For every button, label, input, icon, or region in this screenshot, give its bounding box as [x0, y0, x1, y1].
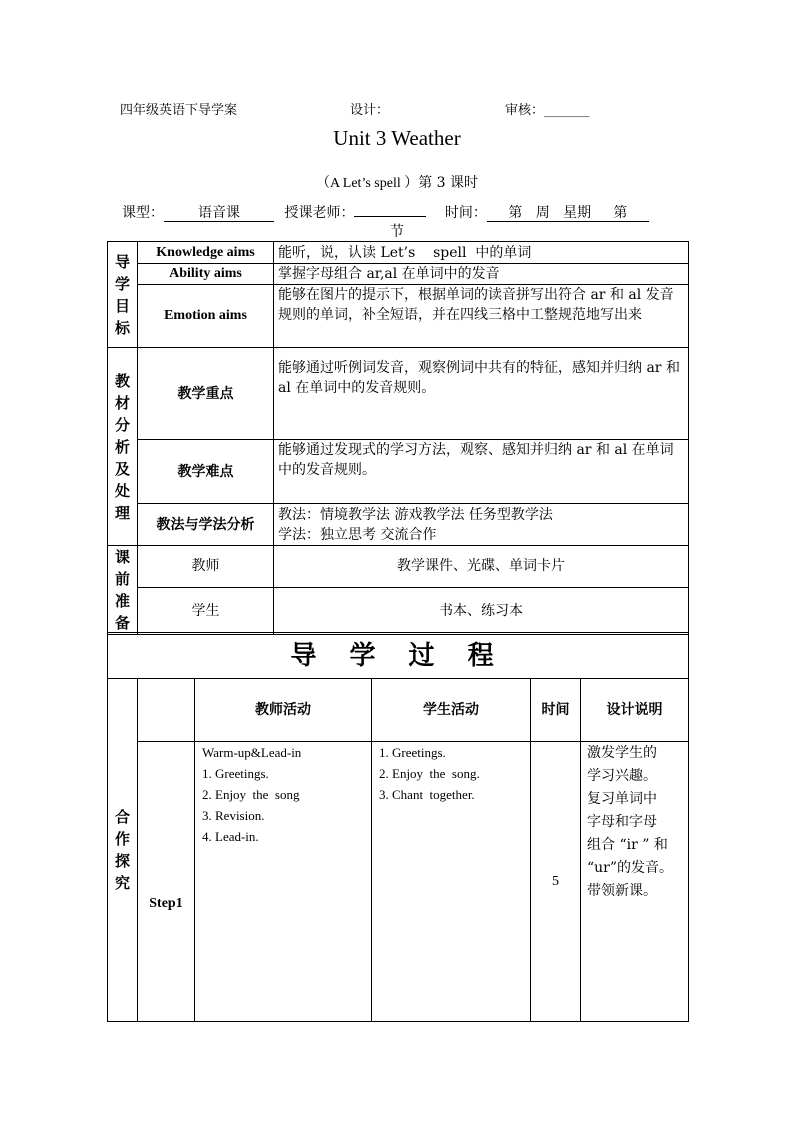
teaching-method: 教法：情境教学法 游戏教学法 任务型教学法	[278, 506, 553, 523]
step-label: Step1	[138, 742, 195, 1022]
type-label: 课型：	[122, 205, 164, 221]
design-line: “ur”的发音。	[587, 860, 674, 876]
prep-section: 课 前 准 备	[108, 546, 138, 635]
list-item: 3. Chant together.	[379, 787, 475, 802]
analysis-section: 教 材 分 析 及 处 理	[108, 348, 138, 546]
lesson-number: 第 3 课时	[418, 175, 479, 191]
ability-aims-label: Ability aims	[138, 264, 274, 285]
key-points-label: 教学重点	[138, 348, 274, 440]
knowledge-aims-label: Knowledge aims	[138, 242, 274, 264]
col-student-activity: 学生活动	[372, 679, 531, 742]
list-item: 2. Enjoy the song.	[379, 766, 480, 781]
method-text	[274, 504, 689, 546]
key-points-text: 能够通过听例词发音，观察例词中共有的特征，感知并归纳 ar 和 al 在单词中的发音规则。	[274, 348, 689, 440]
time-label: 时间：	[444, 205, 487, 221]
meta-line	[122, 202, 649, 222]
design-notes	[581, 742, 689, 1022]
col-time: 时间	[531, 679, 581, 742]
doc-type: 四年级英语下导学案	[120, 103, 238, 118]
teacher-blank	[354, 216, 426, 217]
step-header-blank	[138, 679, 195, 742]
reviewer-blank: _______	[544, 103, 590, 118]
design-line: 激发学生的	[587, 745, 657, 761]
cooperate-section: 合 作 探 究	[108, 679, 138, 1022]
time-value-cont: 节	[390, 224, 404, 240]
plan-table	[107, 241, 689, 635]
list-item: 1. Greetings.	[202, 766, 269, 781]
lesson-subtitle	[0, 172, 794, 192]
time-value: 第 周 星期 第	[487, 206, 649, 222]
difficulty-label: 教学难点	[138, 440, 274, 504]
emotion-aims-text: 能够在图片的提示下，根据单词的读音拼写出符合 ar 和 al 发音规则的单词，补全短语，并在四线三格中工整规范地写出来	[274, 285, 689, 348]
reviewer-label	[505, 99, 590, 118]
prep-teacher-label: 教师	[138, 546, 274, 588]
col-teacher-activity: 教师活动	[195, 679, 372, 742]
col-design: 设计说明	[581, 679, 689, 742]
prep-student-text: 书本、练习本	[274, 587, 689, 634]
process-table	[107, 632, 689, 1022]
list-item: 4. Lead-in.	[202, 829, 259, 844]
design-line: 带领新课。	[587, 883, 657, 899]
lesson-part: （A Let’s spell ）	[315, 176, 419, 191]
teacher-label: 授课老师：	[284, 205, 355, 221]
design-line: 学习兴趣。	[587, 768, 657, 784]
page-title: Unit 3 Weather	[333, 126, 461, 150]
list-item: Warm-up&Lead-in	[202, 745, 302, 760]
type-value: 语音课	[164, 206, 274, 222]
process-heading: 导 学 过 程	[108, 633, 689, 679]
list-item: 2. Enjoy the song	[202, 787, 300, 802]
ability-aims-text: 掌握字母组合 ar,al 在单词中的发音	[274, 264, 689, 285]
designer-label: 设计：	[350, 103, 390, 118]
reviewer-label-text: 审核：	[505, 103, 545, 118]
learning-method: 学法：独立思考 交流合作	[278, 526, 437, 543]
difficulty-text: 能够通过发现式的学习方法，观察、感知并归纳 ar 和 al 在单词中的发音规则。	[274, 440, 689, 504]
method-label: 教法与学法分析	[138, 504, 274, 546]
prep-student-label: 学生	[138, 587, 274, 634]
emotion-aims-label: Emotion aims	[138, 285, 274, 348]
student-activity-list	[372, 742, 531, 1022]
design-line: 复习单词中	[587, 791, 657, 807]
list-item: 1. Greetings.	[379, 745, 446, 760]
prep-teacher-text: 教学课件、光碟、单词卡片	[274, 546, 689, 588]
design-line: 组合 “ir ” 和	[587, 837, 668, 853]
objectives-section: 导 学 目 标	[108, 242, 138, 348]
design-line: 字母和字母	[587, 814, 657, 830]
knowledge-aims-text: 能听，说，认读 Let’s spell 中的单词	[274, 242, 689, 264]
teacher-activity-list	[195, 742, 372, 1022]
list-item: 3. Revision.	[202, 808, 265, 823]
time-value-cell: 5	[531, 742, 581, 1022]
